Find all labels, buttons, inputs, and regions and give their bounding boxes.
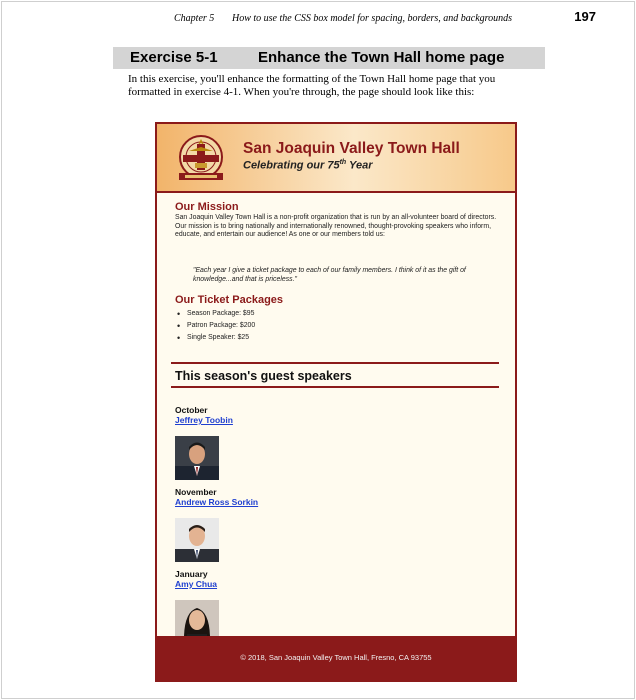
speaker-photo[interactable] xyxy=(175,518,219,562)
speaker-link[interactable]: Jeffrey Toobin xyxy=(175,415,233,425)
ticket-item: • Patron Package: $200 xyxy=(175,320,255,332)
speaker-link[interactable]: Amy Chua xyxy=(175,579,218,589)
speaker-month: November xyxy=(175,487,217,497)
speaker-month: January xyxy=(175,569,208,579)
tagline-text: Celebrating our 75 xyxy=(243,159,340,172)
running-head xyxy=(174,12,594,28)
speaker-item xyxy=(175,487,305,562)
tagline-suffix: Year xyxy=(346,159,373,172)
speaker-item xyxy=(175,405,305,480)
ticket-list xyxy=(175,308,255,344)
speaker-month: October xyxy=(175,405,208,415)
exercise-number: Exercise 5-1 xyxy=(130,49,218,66)
mission-text: San Joaquin Valley Town Hall is a non-profit organization that is run by an all-volunteer board of directors. Our mission is to bring nationally and internationally renowned, thought-provoking speakers who inform, educate, and entertain our audience! As one or our members told us: xyxy=(175,214,497,239)
mission-heading: Our Mission xyxy=(175,201,239,213)
speakers-heading: This season's guest speakers xyxy=(175,369,352,383)
town-hall-logo-icon xyxy=(173,133,229,185)
tagline-superscript: th xyxy=(339,159,347,166)
page-number: 197 xyxy=(574,9,596,24)
ticket-item: • Season Package: $95 xyxy=(175,308,255,320)
running-title: How to use the CSS box model for spacing, borders, and backgrounds xyxy=(232,13,513,24)
intro-paragraph: In this exercise, you'll enhance the formatting of the Town Hall home page that you formatted in exercise 4-1. When you're through, the page should look like this: xyxy=(128,73,496,98)
exercise-heading xyxy=(113,47,545,69)
speaker-link[interactable]: Andrew Ross Sorkin xyxy=(175,497,259,507)
speaker-item xyxy=(175,569,305,644)
site-title: San Joaquin Valley Town Hall xyxy=(243,140,460,157)
site-footer: © 2018, San Joaquin Valley Town Hall, Fresno, CA 93755 xyxy=(157,636,515,680)
site-tagline xyxy=(243,159,373,172)
tickets-heading: Our Ticket Packages xyxy=(175,294,284,306)
chapter-label: Chapter 5 xyxy=(174,13,215,24)
ticket-item: • Single Speaker: $25 xyxy=(175,332,255,344)
site-header xyxy=(157,124,515,193)
town-hall-screenshot xyxy=(155,122,517,682)
divider-bottom xyxy=(171,386,499,388)
divider-top xyxy=(171,362,499,364)
exercise-title: Enhance the Town Hall home page xyxy=(258,49,505,66)
member-quote: "Each year I give a ticket package to each of our family members. I think of it as the gift of knowledge...and that is priceless." xyxy=(193,267,466,283)
speaker-photo[interactable] xyxy=(175,436,219,480)
